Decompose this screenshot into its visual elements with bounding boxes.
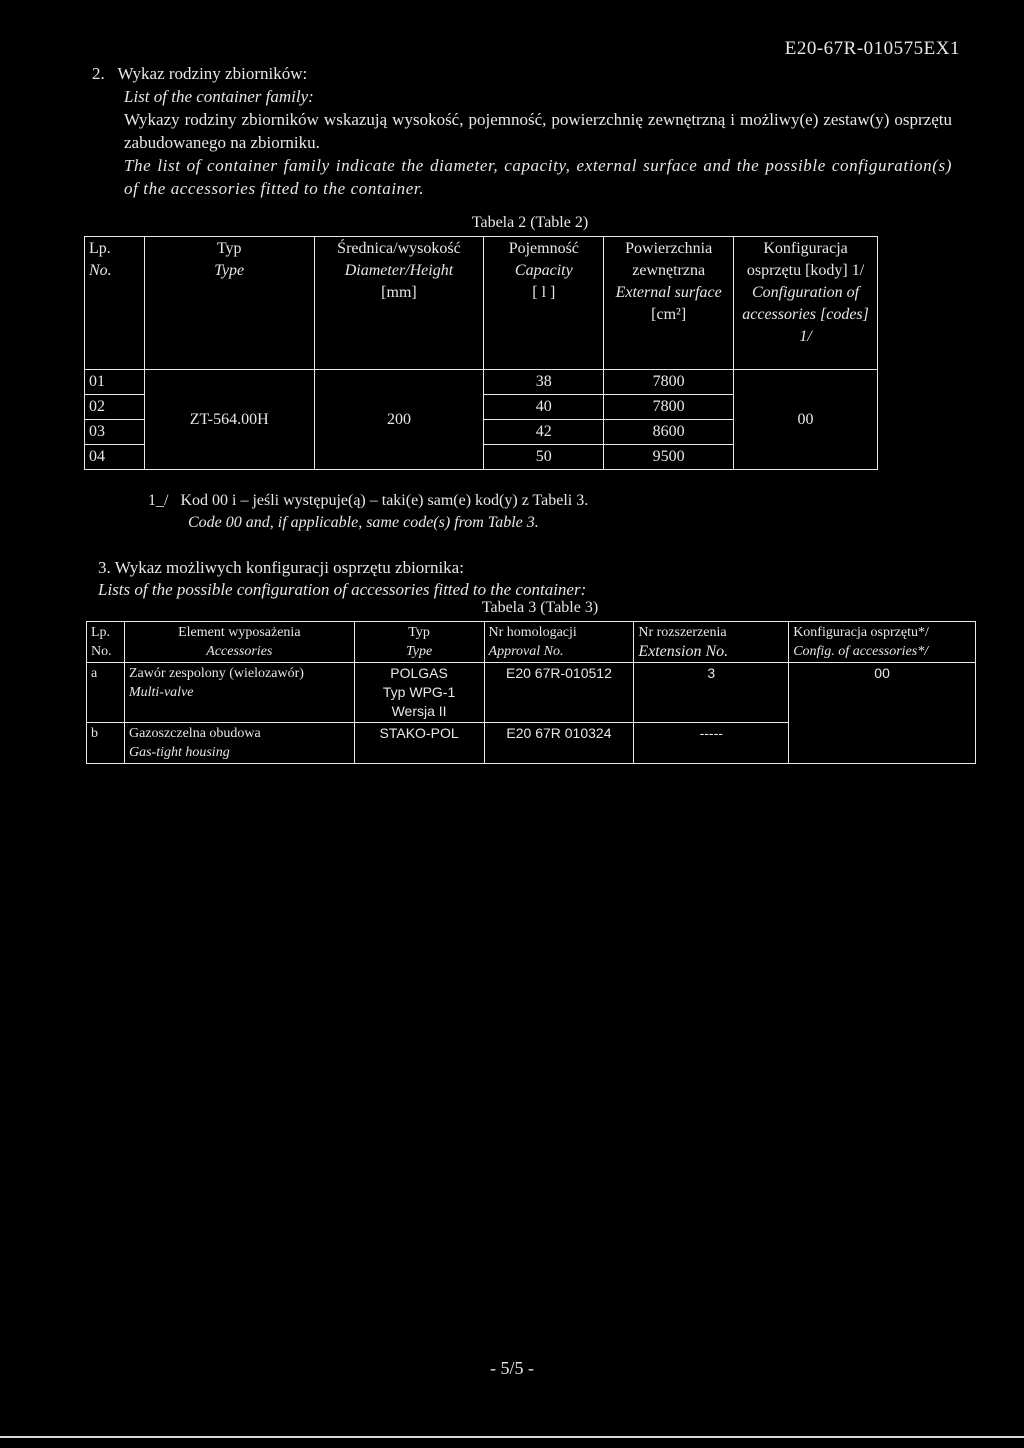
table-row — [85, 370, 878, 395]
header-extension: Nr rozszerzenia Extension No. — [634, 622, 789, 663]
header-type: Typ Type — [144, 237, 314, 370]
table-2-caption: Tabela 2 (Table 2) — [471, 214, 589, 231]
header-type: Typ Type — [354, 622, 484, 663]
accessories-table — [86, 621, 976, 764]
row-no: 01 — [85, 370, 145, 395]
row-no: 04 — [85, 445, 145, 470]
header-no: Lp. No. — [85, 237, 145, 370]
section-3-title-en: Lists of the possible configuration of accessories fitted to the container: — [98, 580, 587, 599]
capacity: 40 — [484, 395, 604, 420]
diameter: 200 — [314, 370, 484, 470]
surface: 7800 — [604, 395, 734, 420]
section-2-title — [92, 62, 952, 85]
accessory-name: Gazoszczelna obudowa Gas-tight housing — [124, 723, 354, 764]
header-no: Lp. No. — [87, 622, 125, 663]
row-no: 03 — [85, 420, 145, 445]
configuration-code: 00 — [789, 663, 976, 764]
header-accessories: Element wyposażenia Accessories — [124, 622, 354, 663]
row-no: b — [87, 723, 125, 764]
row-no: 02 — [85, 395, 145, 420]
footnote-text-pl: Kod 00 i – jeśli występuje(ą) – taki(e) sam(e) kod(y) z Tabeli 3. — [180, 492, 589, 509]
approval-no: E20 67R-010512 — [484, 663, 634, 723]
page-number: - 5/5 - — [490, 1358, 534, 1378]
container-type: ZT-564.00H — [144, 370, 314, 470]
section-3 — [98, 557, 586, 601]
table-header-row — [87, 622, 976, 663]
surface: 7800 — [604, 370, 734, 395]
table-row — [87, 663, 976, 723]
section-3-title-pl: 3. Wykaz możliwych konfiguracji osprzętu zbiornika: — [98, 558, 464, 577]
container-family-table — [84, 236, 878, 470]
configuration-code: 00 — [734, 370, 878, 470]
extension-no: ----- — [634, 723, 789, 764]
section-number: 2. — [92, 64, 105, 83]
footnote-text-en: Code 00 and, if applicable, same code(s) from Table 3. — [188, 514, 539, 531]
section-text-pl: Wykazy rodziny zbiorników wskazują wysokość, pojemność, powierzchnię zewnętrzną i możliwy(e) zestaw(y) osprzętu zabudowanego na zbiorniku. — [124, 110, 952, 152]
section-2 — [92, 62, 952, 200]
section-title-en: List of the container family: — [124, 87, 314, 106]
header-surface: Powierzchnia zewnętrzna External surface [cm²] — [604, 237, 734, 370]
capacity: 50 — [484, 445, 604, 470]
bottom-divider — [0, 1436, 1024, 1438]
section-text-en: The list of container family indicate the diameter, capacity, external surface and the possible configuration(s) of the accessories fitted to the container. — [124, 156, 952, 198]
header-configuration: Konfiguracja osprzętu [kody] 1/ Configuration of accessories [codes] 1/ — [734, 237, 878, 370]
header-approval: Nr homologacji Approval No. — [484, 622, 634, 663]
accessory-type: STAKO-POL — [354, 723, 484, 764]
header-capacity: Pojemność Capacity [ l ] — [484, 237, 604, 370]
table-3-caption: Tabela 3 (Table 3) — [481, 599, 599, 616]
accessory-name: Zawór zespolony (wielozawór) Multi-valve — [124, 663, 354, 723]
footnote — [148, 490, 588, 534]
accessory-type: POLGAS Typ WPG-1 Wersja II — [354, 663, 484, 723]
section-title-pl: Wykaz rodziny zbiorników: — [117, 64, 308, 83]
document-id: E20-67R-010575EX1 — [784, 38, 960, 59]
row-no: a — [87, 663, 125, 723]
header-configuration: Konfiguracja osprzętu*/ Config. of accessories*/ — [789, 622, 976, 663]
approval-no: E20 67R 010324 — [484, 723, 634, 764]
capacity: 38 — [484, 370, 604, 395]
footnote-marker: 1_/ — [148, 492, 169, 509]
surface: 8600 — [604, 420, 734, 445]
header-diameter: Średnica/wysokość Diameter/Height [mm] — [314, 237, 484, 370]
table-header-row — [85, 237, 878, 370]
capacity: 42 — [484, 420, 604, 445]
extension-no: 3 — [634, 663, 789, 723]
surface: 9500 — [604, 445, 734, 470]
